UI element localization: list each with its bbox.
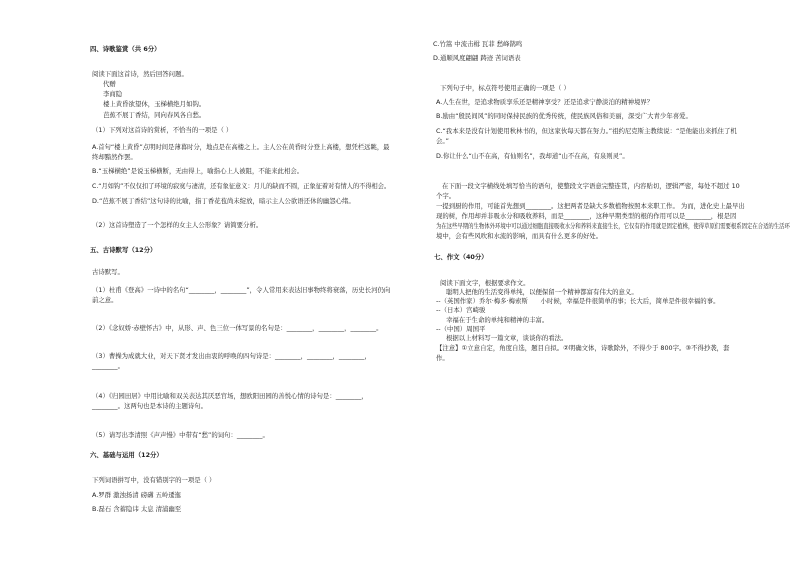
question: 下列词语拼写中，没有错别字的一项是（ ）: [92, 476, 216, 484]
writing-line: 作。: [436, 354, 449, 362]
section-4-title: 四、诗歌鉴赏（共 6分）: [90, 45, 161, 53]
option-text: C.“月如钩”不仅仅扣了环境的寂寞与凄清，还有象征意义：月儿的缺而不圆，正象征着对有情人的不得相会。: [92, 182, 391, 190]
option-text: B.励由“殷民间风”的同时保持民族的优秀传统，使民族风俗和美丽，深受广大青少年喜爱。: [436, 112, 692, 120]
question: （4）《归园田居》中用比喻和双关表达其厌恶官场，想欧阳田园的善悦心情的诗句是：________，: [92, 392, 368, 400]
option-text: A.人生在世，是追求物质享乐还是精神享受？还是追求宁静淡泊的精神境界？: [436, 98, 654, 106]
writing-line: --（日本）宫崎骏: [436, 306, 486, 314]
question: ________。这两句也是本诗的主题诗句。: [92, 402, 208, 410]
option-text: 会。”: [436, 137, 449, 145]
paragraph-line: 为在这些早期的生物体外环境中可以通过细胞直接吸收水分和养料来直接生长，它仅有的作用就是固定植株，使得草原们需要根系固定在合适的生活环: [436, 222, 790, 230]
question: （2）这首诗塑造了一个怎样的女主人公形象？请简要分析。: [92, 221, 263, 229]
poem-title: 代赠: [103, 80, 116, 88]
writing-line: 【注意】①立意自定，角度自选，题目自拟。②明确文体，诗歌除外，不得少于 800字。③不得抄袭，套: [436, 344, 730, 352]
option-text: D.“芭蕉不展丁香结”这句诗的比喻，指丁香花苞尚未绽放，暗示主人公欲语还休的幽怨心绪。: [92, 197, 355, 205]
paragraph-line: 在下面一段文字横线处填写恰当的语句，使整段文字语意完整连贯，内容贴切，逻辑严密，每处不超过 10: [442, 182, 740, 190]
option-text: D.你让什么“山不在高，有仙则名”，我却道“山不在高，有泉则灵”。: [436, 152, 629, 160]
option-text: A.罗群 激浊扬清 磅礴 五岭逶迤: [92, 491, 182, 499]
question: （1）杜甫《登高》一诗中的名句“________，________”，令人常用来表达旧事物终将衰落，历史长河仍向: [92, 286, 391, 294]
writing-intro: 阅读下面文字，根据要求作文。: [440, 279, 530, 287]
question: （2）《念奴娇·赤壁怀古》中，从形、声、色三位一体写景的名句是：________，________，________。: [92, 324, 383, 332]
writing-line: --（中国）周国平: [436, 325, 486, 333]
option-text: B.“玉梯横绝”是说玉梯横断，无由得上，喻指心上人被阻，不能来此相会。: [92, 167, 304, 175]
poem-line: 楼上黄昏欲望休，玉梯横绝月如钩。: [103, 100, 206, 108]
question: 下列句子中，标点符号使用正确的一项是（ ）: [440, 84, 570, 92]
section-4-intro: 阅读下面这首诗，然后回答问题。: [92, 70, 188, 78]
writing-line: 根据以上材料写一篇文章，谈谈你的看法。: [446, 334, 568, 342]
section-7-title: 七、作文（40分）: [434, 253, 488, 261]
section-5-intro: 古诗默写。: [92, 268, 124, 276]
option-text: B.磊石 含蓄隐讳 太息 清浦幽至: [92, 505, 182, 513]
writing-line: 幸福在于生命的单纯和精神的丰富。: [446, 316, 549, 324]
paragraph-line: 境中，会有些风吹和水流的影响，而具有什么更多的好处。: [436, 232, 603, 240]
poem-author: 李商隐: [103, 90, 123, 98]
option-text: C.竹篙 中流击楫 瓦菲 愁峰鹊鸣: [433, 40, 523, 48]
option-text: 终却黯然作罢。: [92, 153, 137, 161]
question: （1）下列对这首诗的赏析，不恰当的一项是（ ）: [92, 126, 233, 134]
paragraph-line: 一提到厨的作用，可能首先想到________。这把两者是缺大多数植物按照本来职工作。 为而，进化史上最早出: [436, 202, 745, 210]
option-text: D.通顺风度翩翩 踌迹 苦词语表: [433, 54, 521, 62]
paragraph-line: 现的树，作用却并非吸水分和吸收养料，而是________，这种早期类型的根的作用可以是________，根是因: [436, 212, 737, 220]
option-text: C.“我本来是没有计划使用秋林书的，但这家伙每天都在努力。”祖约尼克斯主教续说：“是他能出来抓住了机: [436, 127, 737, 135]
question: （3）曹操为成就大业，对天下贤才发出由衷的呼唤的四句诗是：________，________，________，: [92, 352, 371, 360]
writing-line: --（英国作家）乔尔·梅多·梅索斯 小时候，幸福是件很简单的事；长大后，简单是件很幸福的事。: [436, 297, 720, 305]
question: 前之意。: [92, 296, 118, 304]
question: ________。: [92, 362, 124, 370]
section-5-title: 五、古诗默写（12分）: [90, 246, 157, 254]
question: （5）请写出李清照《声声慢》中带有“愁”的词句：________。: [92, 431, 269, 439]
section-6-title: 六、基础与运用（12分）: [90, 451, 163, 459]
writing-line: 聪明人把他的生活变得单纯，以便保留一个精神都富有伟大的意义。: [446, 288, 638, 296]
option-text: A.首句“楼上黄昏”点明时间是薄暮时分，地点是在高楼之上。主人公在黄昏时分登上高楼，想凭栏远眺，最: [92, 143, 390, 151]
poem-line: 芭蕉不展丁香结，同向春风各自愁。: [103, 111, 206, 119]
paragraph-line: 个字。: [436, 192, 456, 200]
